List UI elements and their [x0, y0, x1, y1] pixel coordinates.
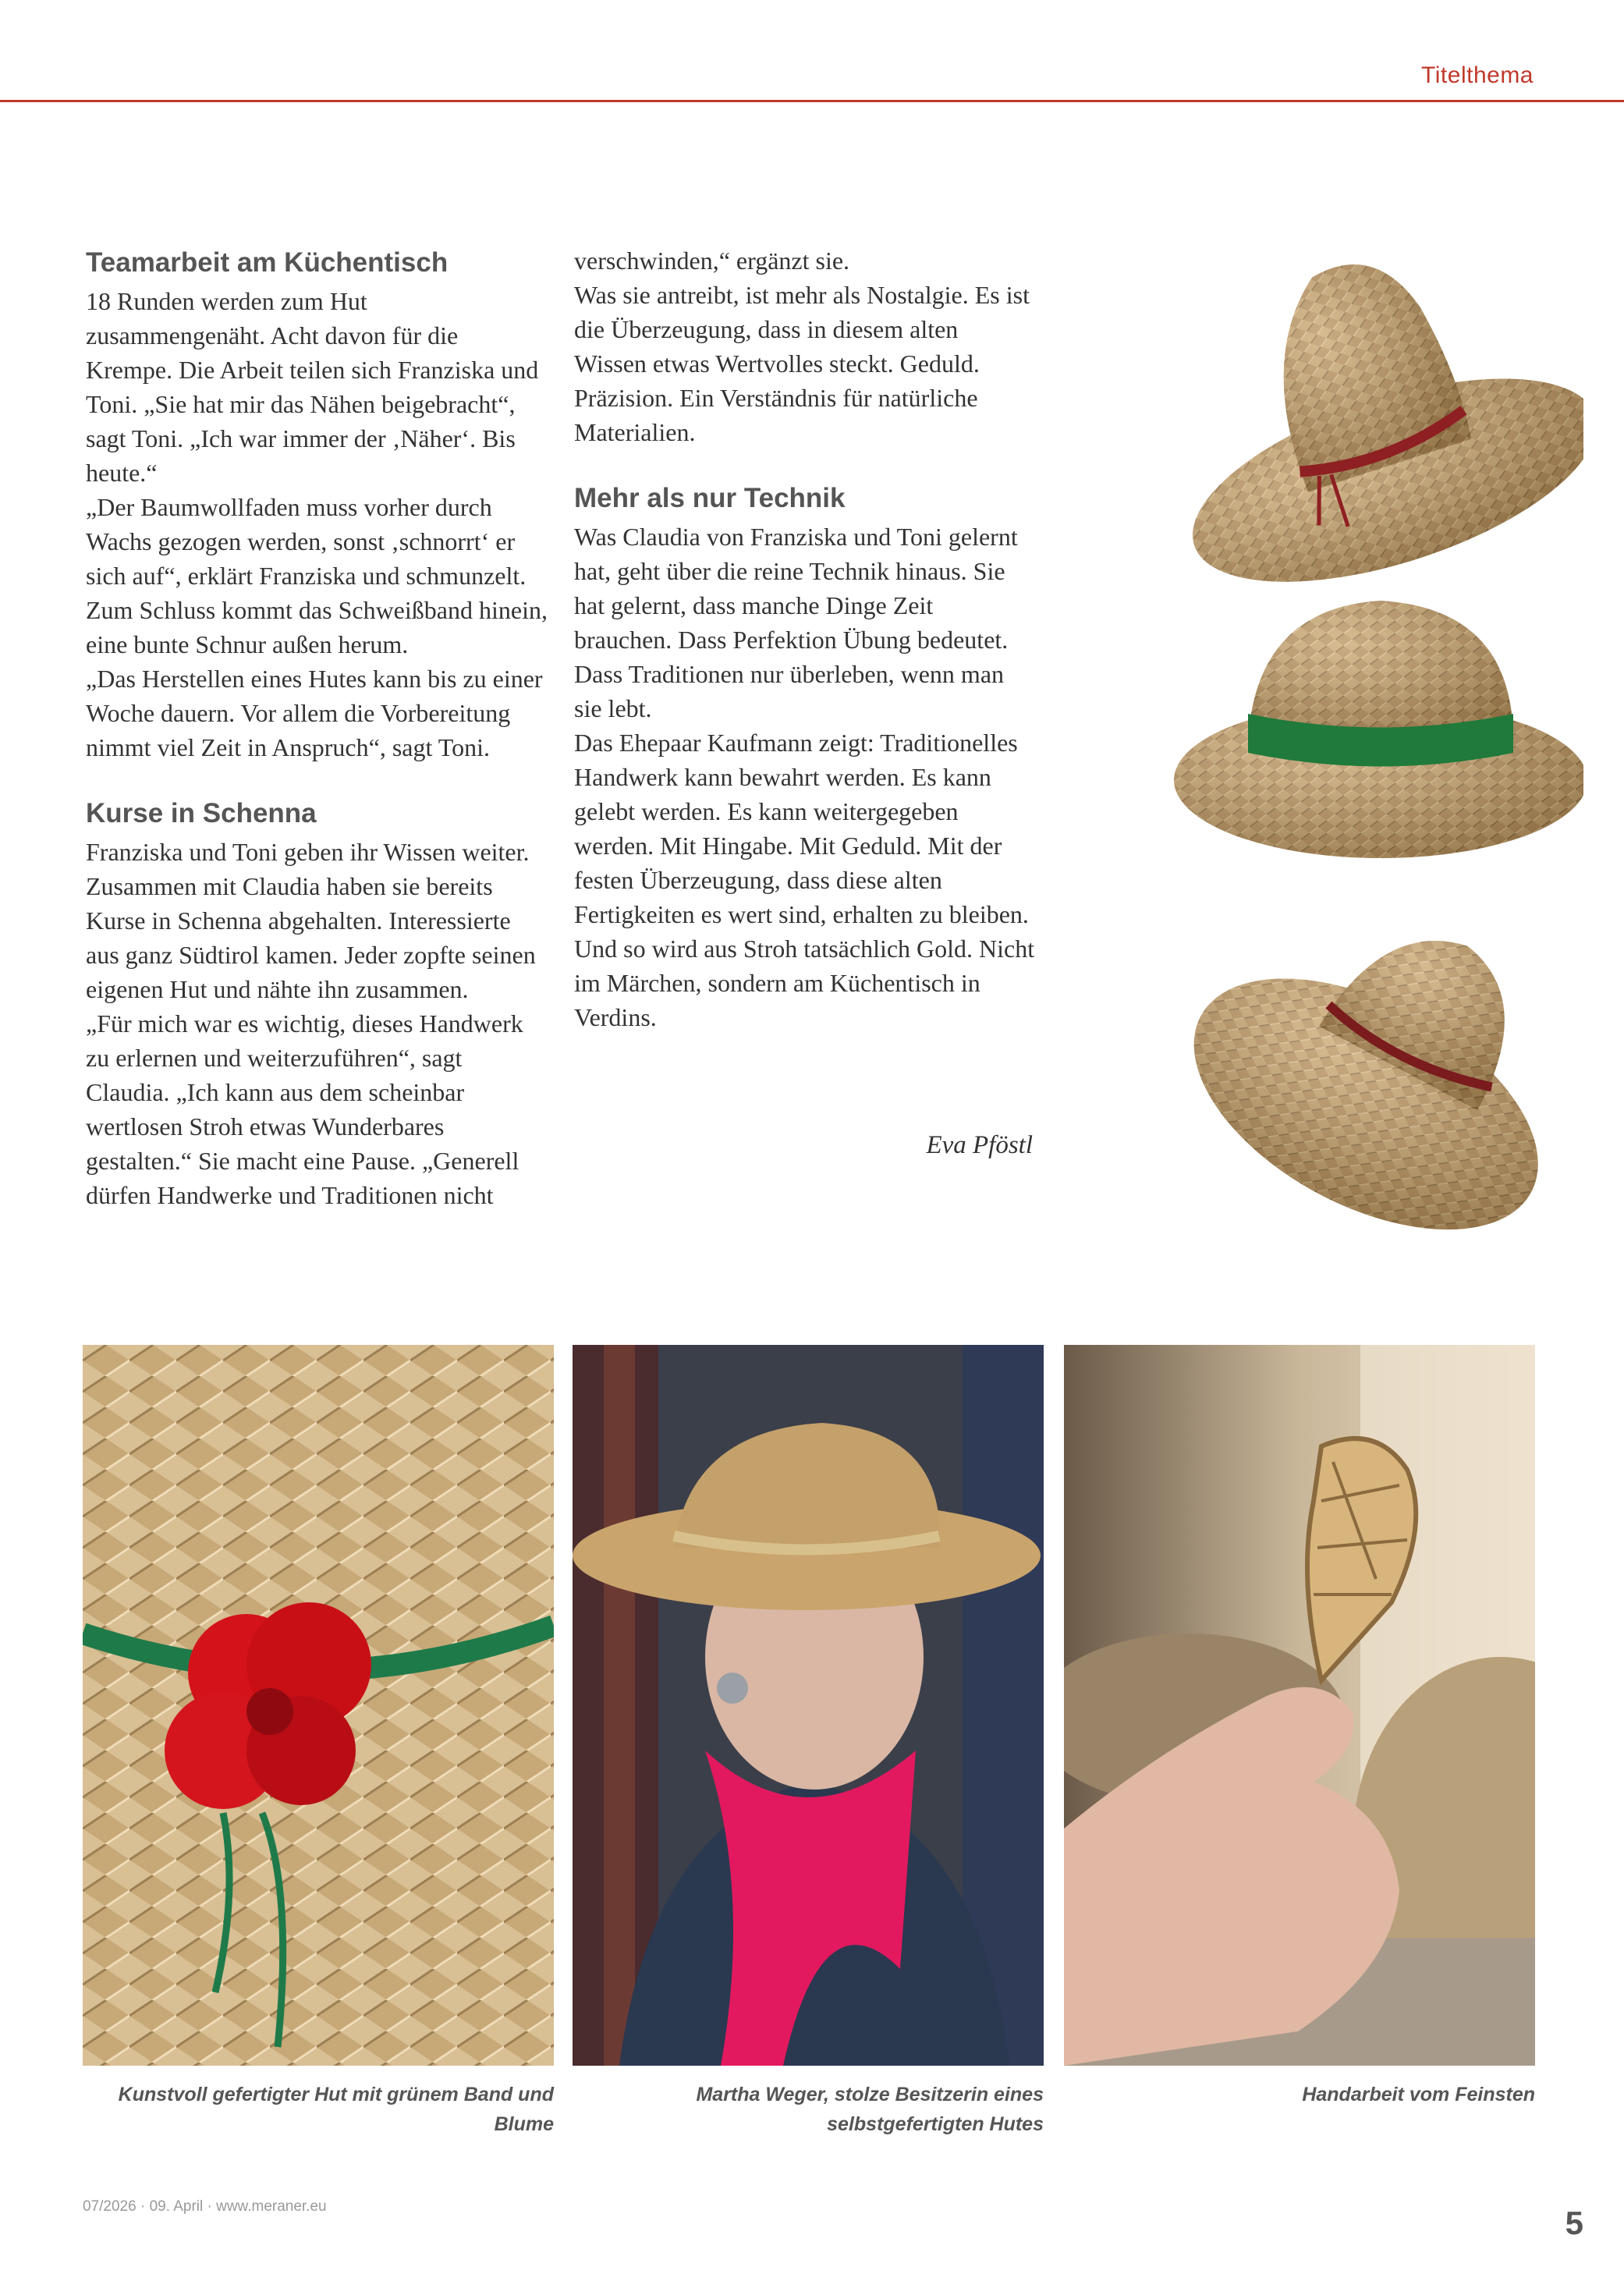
hat-green-band	[1174, 601, 1583, 858]
photo-caption-2: Martha Weger, stolze Besitzerin eines selbstgefertigten Hutes	[696, 2084, 1044, 2135]
section-label: Titelthema	[1421, 62, 1534, 88]
paragraph: „Das Herstellen eines Hutes kann bis zu einer Woche dauern. Vor allem die Vorbereitung nimmt viel Zeit in Anspruch“, sagt Toni.	[86, 665, 543, 761]
photo-woman-hat	[573, 1345, 1044, 2066]
paragraph: 18 Runden werden zum Hut zusammengenäht. Acht davon für die Krempe. Die Arbeit teilen sich Franziska und Toni. „Sie hat mir das Nähen beigebracht“, sagt Toni. „Ich war immer der ‚Näher‘. Bis heute.“	[86, 287, 539, 487]
subheading-teamarbeit: Teamarbeit am Küchentisch	[86, 247, 449, 278]
paragraph: „Für mich war es wichtig, dieses Handwerk zu erlernen und weiterzuführen“, sagt Claudia. „Ich kann aus dem scheinbar wertlosen Stroh etwas Wunderbares gestalten.“ Sie macht eine Pause. „Generell dürfen Handwerke und Traditionen nicht	[86, 1009, 523, 1209]
photo-hat-flower	[83, 1345, 554, 2066]
article-column-2	[574, 243, 1036, 1034]
hat-red-band	[1147, 234, 1583, 623]
hat-dark-red-band	[1153, 851, 1583, 1282]
header-rule	[0, 100, 1624, 102]
article-column-1	[86, 243, 548, 1212]
paragraph: Was sie antreibt, ist mehr als Nostalgie. Es ist die Überzeugung, dass in diesem alten Wissen etwas Wertvolles steckt. Geduld. Präzision. Ein Verständnis für natürliche Materialien.	[574, 281, 1030, 446]
author-signature: Eva Pföstl	[926, 1131, 1033, 1159]
subheading-technik: Mehr als nur Technik	[574, 483, 846, 513]
paragraph: Und so wird aus Stroh tatsächlich Gold. Nicht im Märchen, sondern am Küchentisch in Verdins.	[574, 935, 1035, 1031]
paragraph: Das Ehepaar Kaufmann zeigt: Traditionelles Handwerk kann bewahrt werden. Es kann gelebt werden. Es kann weitergegeben werden. Mit Hingabe. Mit Geduld. Mit der festen Überzeugung, dass diese alten Fertigkeiten es wert sind, erhalten zu bleiben.	[574, 729, 1029, 928]
photo-caption-3: Handarbeit vom Feinsten	[1302, 2084, 1535, 2105]
footer-info: 07/2026 · 09. April · www.meraner.eu	[83, 2198, 327, 2215]
paragraph: verschwinden,“ ergänzt sie.	[574, 247, 850, 275]
photo-caption-1: Kunstvoll gefertigter Hut mit grünem Band und Blume	[118, 2084, 554, 2135]
hat-stack-image	[1147, 234, 1583, 1295]
photo-straw-ornament	[1064, 1345, 1535, 2066]
paragraph: „Der Baumwollfaden muss vorher durch Wachs gezogen werden, sonst ‚schnorrt‘ er sich auf“, erklärt Franziska und schmunzelt. Zum Schluss kommt das Schweißband hinein, eine bunte Schnur außen herum.	[86, 493, 548, 658]
paragraph: Franziska und Toni geben ihr Wissen weiter. Zusammen mit Claudia haben sie bereits Kurse in Schenna abgehalten. Interessierte aus ganz Südtirol kamen. Jeder zopfte seinen eigenen Hut und nähte ihn zusammen.	[86, 838, 536, 1003]
page-number: 5	[1565, 2205, 1583, 2241]
paragraph: Was Claudia von Franziska und Toni gelernt hat, geht über die reine Technik hinaus. Sie hat gelernt, dass manche Dinge Zeit brauchen. Dass Perfektion Übung bedeutet. Dass Traditionen nur überleben, wenn man sie lebt.	[574, 523, 1018, 722]
subheading-kurse: Kurse in Schenna	[86, 798, 317, 828]
